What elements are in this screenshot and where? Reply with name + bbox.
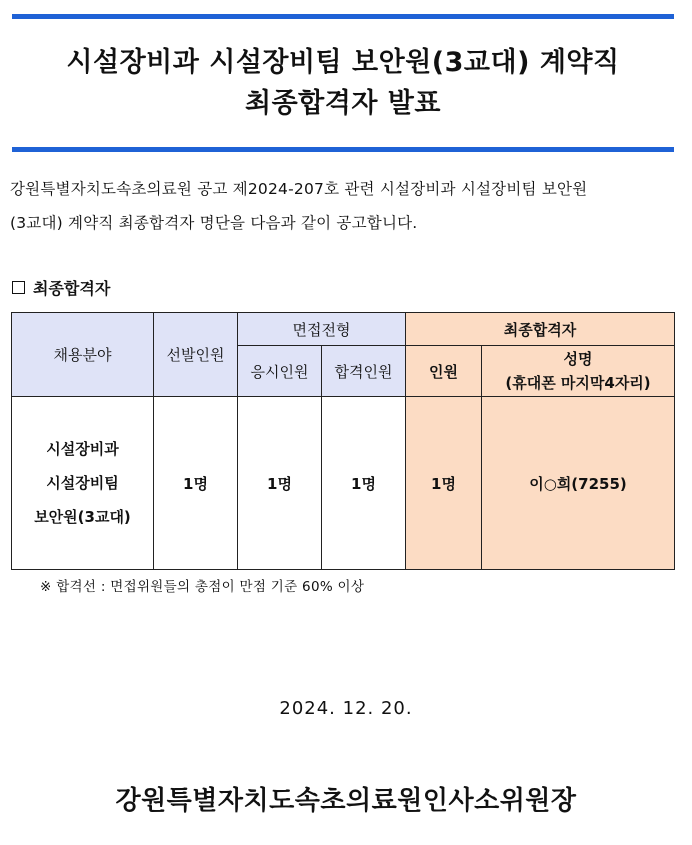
header-passers: 합격인원: [322, 346, 406, 397]
header-applicants: 응시인원: [238, 346, 322, 397]
header-name: [482, 346, 675, 397]
cell-selection-count: 1명: [154, 397, 238, 570]
header-final-count: 인원: [406, 346, 482, 397]
bottom-blue-rule: [12, 147, 674, 152]
checkbox-square-icon: [12, 281, 25, 294]
header-selection-count: 선발인원: [154, 313, 238, 397]
header-interview-group: 면접전형: [238, 313, 406, 346]
cell-field: [12, 397, 154, 570]
passing-criteria-note: ※ 합격선 : 면접위원들의 총점이 만점 기준 60% 이상: [40, 579, 365, 595]
cell-field-line3: 보안원(3교대): [34, 508, 131, 526]
cell-field-line2: 시설장비팀: [46, 474, 119, 492]
cell-field-line1: 시설장비과: [46, 440, 119, 458]
announcement-date: 2024. 12. 20.: [279, 698, 413, 719]
cell-applicants: 1명: [238, 397, 322, 570]
intro-line1: 강원특별자치도속초의료원 공고 제2024-207호 관련 시설장비과 시설장비팀 보안원: [10, 180, 588, 198]
results-table: [11, 312, 675, 570]
header-final-group: 최종합격자: [406, 313, 675, 346]
table-row: [12, 397, 675, 570]
header-field: 채용분야: [12, 313, 154, 397]
intro-paragraph: [10, 172, 680, 240]
section-heading: [12, 276, 110, 299]
issuer-signature: 강원특별자치도속초의료원인사소위원장: [115, 786, 577, 816]
cell-name: 이○희(7255): [482, 397, 675, 570]
cell-passers: 1명: [322, 397, 406, 570]
header-name-line2: (휴대폰 마지막4자리): [505, 374, 651, 392]
section-heading-label: 최종합격자: [33, 279, 111, 298]
page-title-line2: 최종합격자 발표: [245, 88, 441, 119]
top-blue-rule: [12, 14, 674, 19]
intro-line2: (3교대) 계약직 최종합격자 명단을 다음과 같이 공고합니다.: [10, 214, 418, 232]
cell-final-count: 1명: [406, 397, 482, 570]
page-title-line1: 시설장비과 시설장비팀 보안원(3교대) 계약직: [66, 47, 620, 78]
header-name-line1: 성명: [563, 350, 593, 368]
